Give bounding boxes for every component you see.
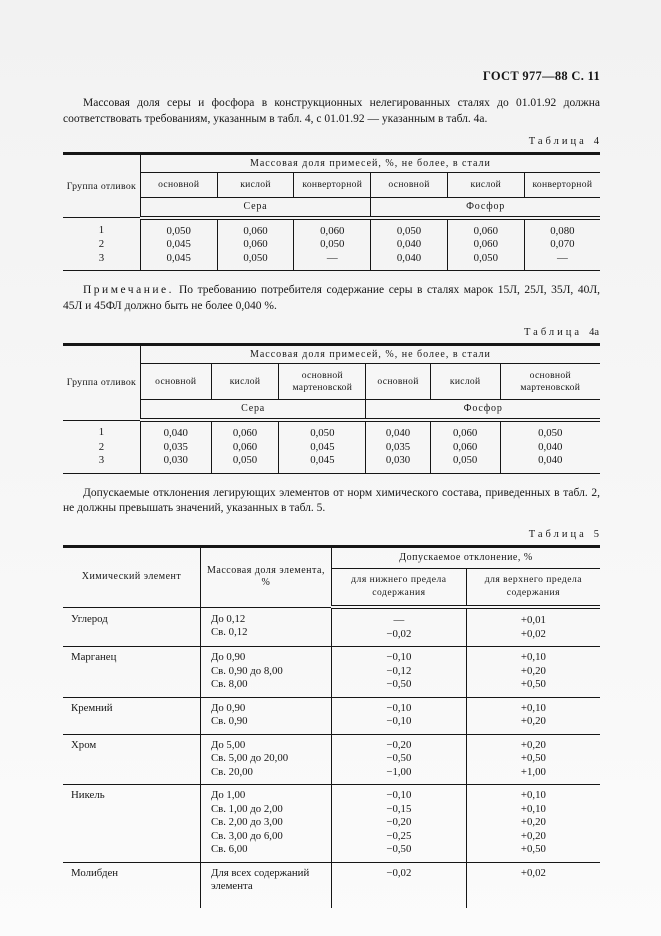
range-line: Св. 8,00 xyxy=(210,678,248,690)
range-cell xyxy=(200,862,331,908)
table5-header xyxy=(63,546,600,607)
range-cell xyxy=(200,697,331,734)
value-line: +0,10 xyxy=(520,701,546,714)
table-cell: 0,050 xyxy=(447,252,524,271)
table-cell: 1 xyxy=(63,420,140,441)
element-name-cell: Хром xyxy=(63,734,200,785)
table-row xyxy=(63,420,600,441)
table-cell: 0,050 xyxy=(500,420,600,441)
table5-element-column-header: Химический элемент xyxy=(63,546,200,607)
table5 xyxy=(63,545,600,908)
table4a-span-header: Массовая доля примесей, %, не более, в стали xyxy=(140,345,600,364)
table4a-caption-word: Таблица xyxy=(524,327,583,338)
table-cell: 0,060 xyxy=(211,441,279,455)
table-cell: 0,060 xyxy=(447,218,524,239)
table4a-header xyxy=(63,345,600,421)
table4-subheader: кислой xyxy=(217,173,294,198)
range-line: Св. 0,90 xyxy=(210,715,248,727)
value-line: −0,50 xyxy=(386,678,412,690)
table-cell: 0,070 xyxy=(524,238,600,252)
value-line: +0,50 xyxy=(520,752,546,764)
table4-subheader: конверторной xyxy=(524,173,600,198)
table-cell: 0,060 xyxy=(294,218,371,239)
range-line: До 1,00 xyxy=(210,789,246,801)
lower-deviation-cell xyxy=(331,647,466,698)
value-line: +0,10 xyxy=(520,789,546,801)
range-cell xyxy=(200,647,331,698)
note-paragraph xyxy=(63,283,600,314)
range-line: Св. 6,00 xyxy=(210,843,248,855)
table-cell: 0,040 xyxy=(366,420,430,441)
table5-upper-limit-header: для верхнего предела содержания xyxy=(466,569,600,608)
value-line: +0,20 xyxy=(520,715,546,727)
upper-deviation-cell xyxy=(466,647,600,698)
note-label: Примечание. xyxy=(83,284,174,296)
table4a-subheader: основной xyxy=(366,364,430,400)
value-line: −0,50 xyxy=(386,843,412,855)
value-line: — xyxy=(393,614,405,626)
value-line: +0,02 xyxy=(520,627,546,640)
value-line: −0,10 xyxy=(386,789,412,801)
table5-row-manganese xyxy=(63,647,600,698)
lower-deviation-cell xyxy=(331,607,466,647)
table-cell: 3 xyxy=(63,252,140,271)
upper-deviation-cell xyxy=(466,862,600,908)
value-line: +0,02 xyxy=(520,866,546,879)
range-line: Св. 20,00 xyxy=(210,765,253,778)
table4a xyxy=(63,343,600,474)
table-row xyxy=(63,454,600,473)
table-cell: 0,030 xyxy=(366,454,430,473)
table5-row-carbon xyxy=(63,607,600,647)
value-line: +0,10 xyxy=(520,651,546,663)
table4-caption-word: Таблица xyxy=(528,136,587,147)
table4-caption-number: 4 xyxy=(593,136,599,147)
table-cell: 0,050 xyxy=(279,420,366,441)
upper-deviation-cell xyxy=(466,697,600,734)
element-name-cell: Кремний xyxy=(63,697,200,734)
table4a-subheader: кислой xyxy=(211,364,279,400)
table5-caption-number: 5 xyxy=(593,528,599,540)
range-cell xyxy=(200,734,331,785)
table5-lower-limit-header: для нижнего предела содержания xyxy=(331,569,466,608)
table4-header xyxy=(63,154,600,218)
value-line: +0,50 xyxy=(520,678,546,690)
table-cell: 0,045 xyxy=(279,454,366,473)
table-cell: 0,040 xyxy=(371,252,448,271)
table-cell: 0,050 xyxy=(211,454,279,473)
table-row xyxy=(63,218,600,239)
range-line: Св. 0,90 до 8,00 xyxy=(210,664,283,677)
range-line: Св. 1,00 до 2,00 xyxy=(210,802,283,815)
table4-group-column-header: Группа отливок xyxy=(63,154,140,218)
table4a-caption-number: 4а xyxy=(589,327,599,338)
value-line: +0,20 xyxy=(520,829,546,842)
table-cell: 0,050 xyxy=(140,218,217,239)
table5-caption-word: Таблица xyxy=(528,528,587,540)
table4a-subheader: основной мартеновской xyxy=(500,364,600,400)
table4 xyxy=(63,152,600,271)
element-name-cell: Марганец xyxy=(63,647,200,698)
table-row xyxy=(63,441,600,455)
table-cell: 0,035 xyxy=(140,441,211,455)
element-name-cell: Молибден xyxy=(63,862,200,908)
table4-element-header-phosphorus: Фосфор xyxy=(371,197,600,218)
element-name-cell: Никель xyxy=(63,785,200,863)
intro-paragraph: Массовая доля серы и фосфора в конструкционных нелегированных сталях до 01.01.92 должна соответствовать требованиям, указанным в табл. 4, с 01.01.92 — указанным в табл. 4а. xyxy=(63,97,600,125)
range-line: Св. 5,00 до 20,00 xyxy=(210,752,289,764)
table-cell: 0,060 xyxy=(217,238,294,252)
table-cell: 0,045 xyxy=(279,441,366,455)
value-line: +0,10 xyxy=(520,802,546,815)
value-line: −0,20 xyxy=(386,816,412,828)
table-cell: 0,030 xyxy=(140,454,211,473)
table4a-group-column-header: Группа отливок xyxy=(63,345,140,421)
table-cell: 0,050 xyxy=(294,238,371,252)
table4a-subheader: основной мартеновской xyxy=(279,364,366,400)
value-line: +1,00 xyxy=(520,765,546,778)
table-cell: — xyxy=(524,252,600,271)
table-cell: 0,060 xyxy=(430,420,500,441)
value-line: −0,20 xyxy=(386,738,412,751)
value-line: +0,50 xyxy=(520,843,546,855)
table-cell: 2 xyxy=(63,238,140,252)
table-cell: 0,060 xyxy=(217,218,294,239)
value-line: +0,20 xyxy=(520,738,546,751)
table4-span-header: Массовая доля примесей, %, не более, в стали xyxy=(140,154,600,173)
range-line: Св. 2,00 до 3,00 xyxy=(210,816,283,828)
table-cell: 0,060 xyxy=(211,420,279,441)
table4a-element-header-phosphorus: Фосфор xyxy=(366,400,600,421)
value-line: −0,02 xyxy=(386,866,412,879)
table-cell: 0,035 xyxy=(366,441,430,455)
table-cell: 0,050 xyxy=(371,218,448,239)
value-line: −0,50 xyxy=(386,752,412,764)
table5-row-nickel xyxy=(63,785,600,863)
value-line: −0,25 xyxy=(386,829,412,842)
table4a-subheader: основной xyxy=(140,364,211,400)
table-cell: — xyxy=(294,252,371,271)
table5-row-silicon xyxy=(63,697,600,734)
table4-element-header-sulfur: Сера xyxy=(140,197,370,218)
table-cell: 0,060 xyxy=(430,441,500,455)
value-line: +0,01 xyxy=(520,614,546,626)
value-line: +0,20 xyxy=(520,816,546,828)
table-cell: 0,080 xyxy=(524,218,600,239)
table-cell: 0,040 xyxy=(371,238,448,252)
table-cell: 0,040 xyxy=(500,454,600,473)
value-line: −0,10 xyxy=(386,701,412,714)
page-header: ГОСТ 977—88 С. 11 xyxy=(482,69,600,83)
value-line: −0,10 xyxy=(386,651,412,663)
value-line: −1,00 xyxy=(386,765,412,778)
deviation-paragraph: Допускаемые отклонения легирующих элементов от норм химического состава, приведенных в табл. 2, не должны превышать значений, указанных в табл. 5. xyxy=(63,486,600,514)
lower-deviation-cell xyxy=(331,697,466,734)
lower-deviation-cell xyxy=(331,734,466,785)
range-line: Св. 3,00 до 6,00 xyxy=(210,829,283,842)
range-cell xyxy=(200,607,331,647)
table4-subheader: основной xyxy=(140,173,217,198)
table5-row-molybdenum xyxy=(63,862,600,908)
table-cell: 3 xyxy=(63,454,140,473)
table-cell: 0,050 xyxy=(217,252,294,271)
lower-deviation-cell xyxy=(331,862,466,908)
table5-caption xyxy=(63,529,599,540)
table4-caption xyxy=(63,136,599,147)
value-line: −0,15 xyxy=(386,802,412,815)
table4-subheader: основной xyxy=(371,173,448,198)
table-cell: 0,045 xyxy=(140,238,217,252)
range-cell xyxy=(200,785,331,863)
table-cell: 0,040 xyxy=(500,441,600,455)
table5-deviation-span-header: Допускаемое отклонение, % xyxy=(331,546,600,569)
table-cell: 0,050 xyxy=(430,454,500,473)
table4-subheader: кислой xyxy=(447,173,524,198)
table5-mass-column-header: Массовая доля элемента, % xyxy=(200,546,331,607)
table-row xyxy=(63,252,600,271)
note-text: По требованию потребителя содержание серы в сталях марок 15Л, 25Л, 35Л, 40Л, 45Л и 45ФЛ должно быть не более 0,040 %. xyxy=(63,284,600,312)
range-line: До 0,12 xyxy=(210,612,246,625)
table-cell: 2 xyxy=(63,441,140,455)
range-line: До 0,90 xyxy=(210,651,246,663)
table-cell: 0,040 xyxy=(140,420,211,441)
range-line: До 0,90 xyxy=(210,701,246,714)
lower-deviation-cell xyxy=(331,785,466,863)
value-line: −0,12 xyxy=(386,664,412,677)
table4-subheader: конверторной xyxy=(294,173,371,198)
upper-deviation-cell xyxy=(466,734,600,785)
element-name-cell: Углерод xyxy=(63,607,200,647)
range-line: До 5,00 xyxy=(210,738,246,751)
value-line: +0,20 xyxy=(520,664,546,677)
value-line: −0,02 xyxy=(386,627,412,640)
range-line: Св. 0,12 xyxy=(210,626,248,638)
upper-deviation-cell xyxy=(466,607,600,647)
upper-deviation-cell xyxy=(466,785,600,863)
table-cell: 0,045 xyxy=(140,252,217,271)
table-row xyxy=(63,238,600,252)
range-line: Для всех содержаний элемента xyxy=(210,866,310,892)
table4a-caption xyxy=(63,327,599,338)
table4a-element-header-sulfur: Сера xyxy=(140,400,366,421)
table5-row-chromium xyxy=(63,734,600,785)
table-cell: 0,060 xyxy=(447,238,524,252)
table-cell: 1 xyxy=(63,218,140,239)
value-line: −0,10 xyxy=(386,715,412,727)
table4a-subheader: кислой xyxy=(430,364,500,400)
